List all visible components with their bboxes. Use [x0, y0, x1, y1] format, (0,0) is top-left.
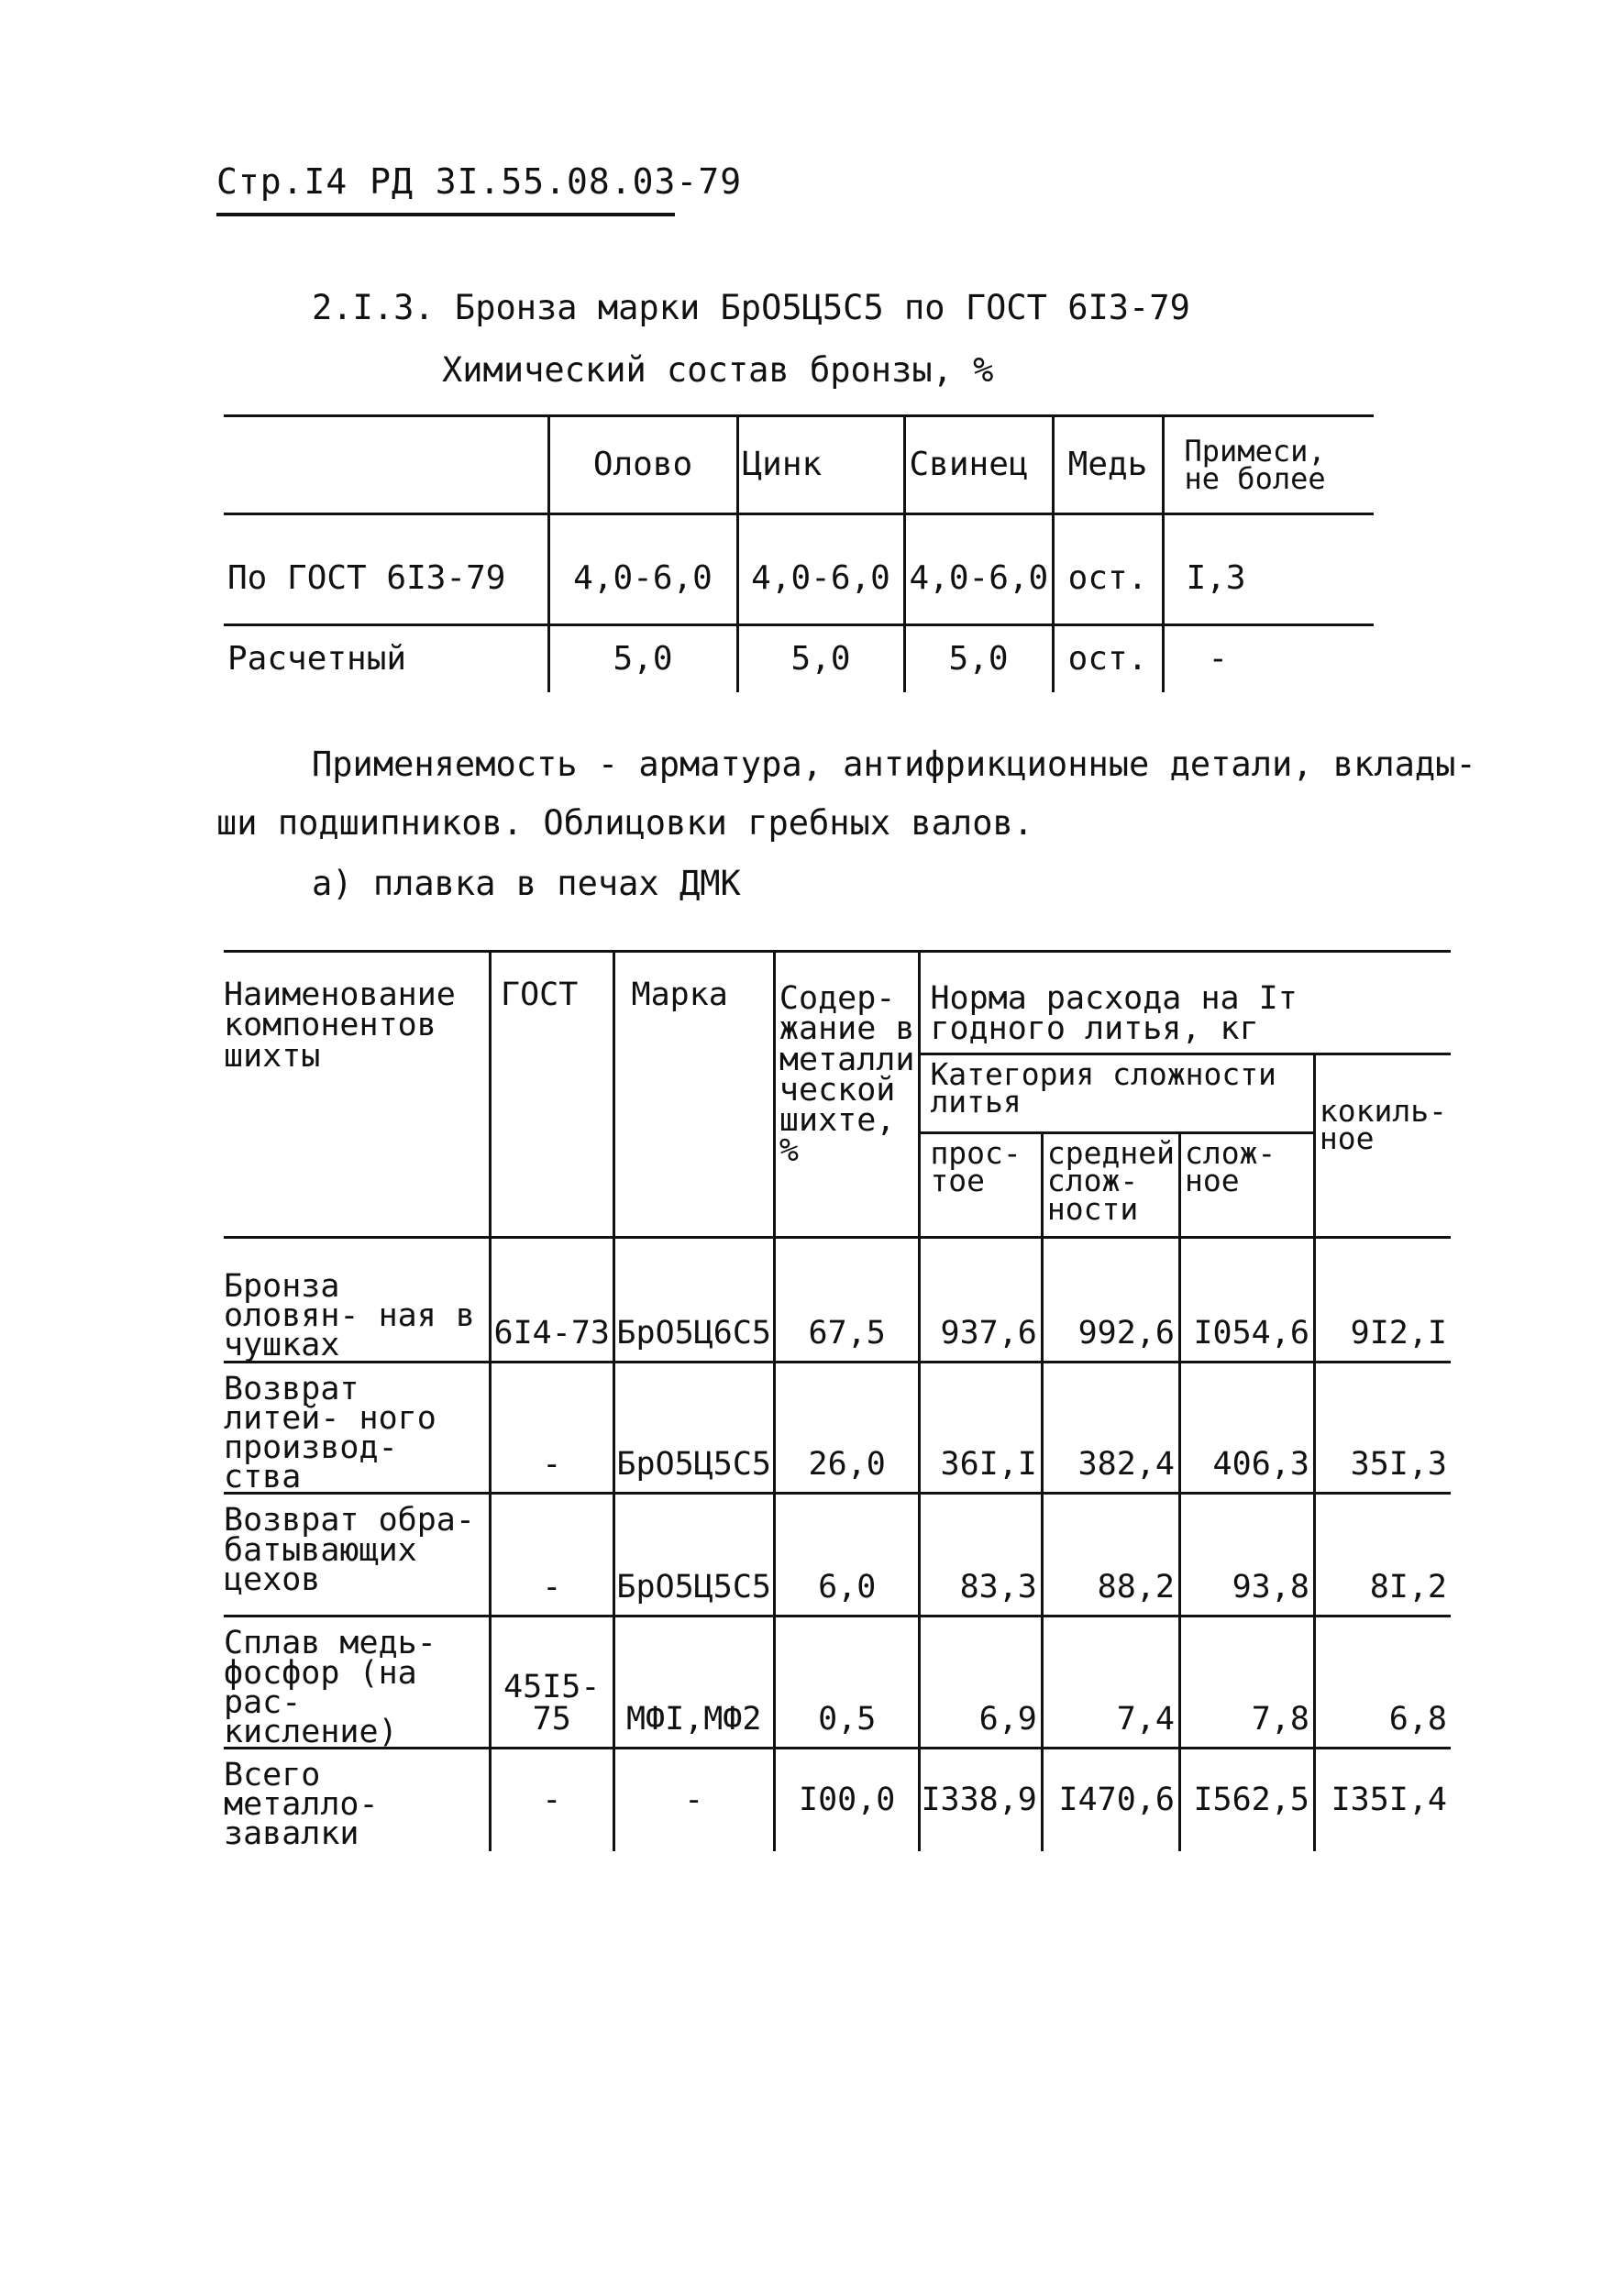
- cell-complex: 406,3: [1179, 1362, 1314, 1494]
- cell-complex: 7,8: [1179, 1616, 1314, 1749]
- table-cell: 5,0: [737, 625, 904, 693]
- cell-content: 6,0: [774, 1494, 920, 1616]
- cell-complex: I054,6: [1179, 1238, 1314, 1363]
- header-chill: кокиль- ное: [1314, 1054, 1451, 1238]
- column-header: Примеси, не более: [1163, 416, 1374, 514]
- cell-content: 26,0: [774, 1362, 920, 1494]
- table-cell: 5,0: [548, 625, 737, 693]
- charge-table: [224, 950, 1451, 1851]
- cell-gost: -: [491, 1749, 614, 1851]
- cell-simple: 36I,I: [920, 1362, 1042, 1494]
- header-category: Категория сложности литья: [920, 1054, 1314, 1133]
- table-cell: 4,0-6,0: [904, 514, 1053, 625]
- section-title: 2.I.3. Бронза марки БрО5Ц5С5 по ГОСТ 6I3-79: [312, 288, 1190, 327]
- table-cell: 5,0: [904, 625, 1053, 693]
- cell-medium: 382,4: [1042, 1362, 1179, 1494]
- cell-chill: 8I,2: [1314, 1494, 1451, 1616]
- cell-simple: 83,3: [920, 1494, 1042, 1616]
- page-header: Стр.I4 РД 3I.55.08.03-79: [216, 161, 743, 202]
- row-label: Расчетный: [224, 625, 548, 693]
- cell-grade: -: [613, 1749, 774, 1851]
- header-content: Содер- жание в металли ческой шихте, %: [774, 952, 920, 1238]
- table-cell: ост.: [1053, 514, 1163, 625]
- header-underline: [216, 213, 675, 216]
- cell-simple: 937,6: [920, 1238, 1042, 1363]
- cell-gost: -: [491, 1362, 614, 1494]
- cell-content: 67,5: [774, 1238, 920, 1363]
- cell-content: I00,0: [774, 1749, 920, 1851]
- cell-chill: I35I,4: [1314, 1749, 1451, 1851]
- applicability-line-1: Применяемость - арматура, антифрикционные детали, вклады-: [312, 745, 1476, 784]
- cell-chill: 35I,3: [1314, 1362, 1451, 1494]
- composition-corner-cell: [224, 416, 548, 514]
- cell-content: 0,5: [774, 1616, 920, 1749]
- composition-caption: Химический состав бронзы, %: [442, 350, 994, 390]
- header-norm: Норма расхода на Iт годного литья, кг: [920, 952, 1451, 1054]
- cell-medium: 992,6: [1042, 1238, 1179, 1363]
- cell-simple: I338,9: [920, 1749, 1042, 1851]
- table-row: [224, 1616, 1451, 1749]
- cell-grade: БрО5Ц5С5: [613, 1362, 774, 1494]
- header-grade: Марка: [613, 952, 774, 1238]
- cell-grade: МФI,МФ2: [613, 1616, 774, 1749]
- table-row: [224, 1749, 1451, 1851]
- composition-table: [224, 414, 1374, 692]
- column-header: Цинк: [737, 416, 904, 514]
- cell-complex: I562,5: [1179, 1749, 1314, 1851]
- table-row: [224, 1494, 1451, 1616]
- cell-medium: I470,6: [1042, 1749, 1179, 1851]
- header-medium: средней слож- ности: [1042, 1133, 1179, 1238]
- subsection-title: а) плавка в печах ДМК: [312, 864, 741, 903]
- cell-chill: 6,8: [1314, 1616, 1451, 1749]
- cell-gost: -: [491, 1494, 614, 1616]
- table-cell: -: [1163, 625, 1374, 693]
- table-cell: 4,0-6,0: [737, 514, 904, 625]
- row-label: По ГОСТ 6I3-79: [224, 514, 548, 625]
- cell-medium: 7,4: [1042, 1616, 1179, 1749]
- cell-name: Бронза оловян- ная в чушках: [224, 1238, 491, 1363]
- applicability-line-2: ши подшипников. Облицовки гребных валов.: [216, 803, 1034, 843]
- column-header: Медь: [1053, 416, 1163, 514]
- cell-simple: 6,9: [920, 1616, 1042, 1749]
- column-header: Свинец: [904, 416, 1053, 514]
- cell-name: Возврат литей- ного производ- ства: [224, 1362, 491, 1494]
- cell-gost: 6I4-73: [491, 1238, 614, 1363]
- cell-name: Возврат обра- батывающих цехов: [224, 1494, 491, 1616]
- cell-name: Сплав медь- фосфор (на рас- кисление): [224, 1616, 491, 1749]
- table-row: [224, 1238, 1451, 1363]
- cell-medium: 88,2: [1042, 1494, 1179, 1616]
- header-name: Наименование компонентов шихты: [224, 952, 491, 1238]
- cell-grade: БрО5Ц5С5: [613, 1494, 774, 1616]
- table-row: [224, 1362, 1451, 1494]
- column-header: Олово: [548, 416, 737, 514]
- table-cell: ост.: [1053, 625, 1163, 693]
- cell-grade: БрО5Ц6С5: [613, 1238, 774, 1363]
- table-cell: 4,0-6,0: [548, 514, 737, 625]
- cell-complex: 93,8: [1179, 1494, 1314, 1616]
- cell-chill: 9I2,I: [1314, 1238, 1451, 1363]
- table-cell: I,3: [1163, 514, 1374, 625]
- header-gost: ГОСТ: [491, 952, 614, 1238]
- cell-gost: 45I5-75: [491, 1616, 614, 1749]
- cell-name: Всего металло- завалки: [224, 1749, 491, 1851]
- header-simple: прос- тое: [920, 1133, 1042, 1238]
- header-complex: слож- ное: [1179, 1133, 1314, 1238]
